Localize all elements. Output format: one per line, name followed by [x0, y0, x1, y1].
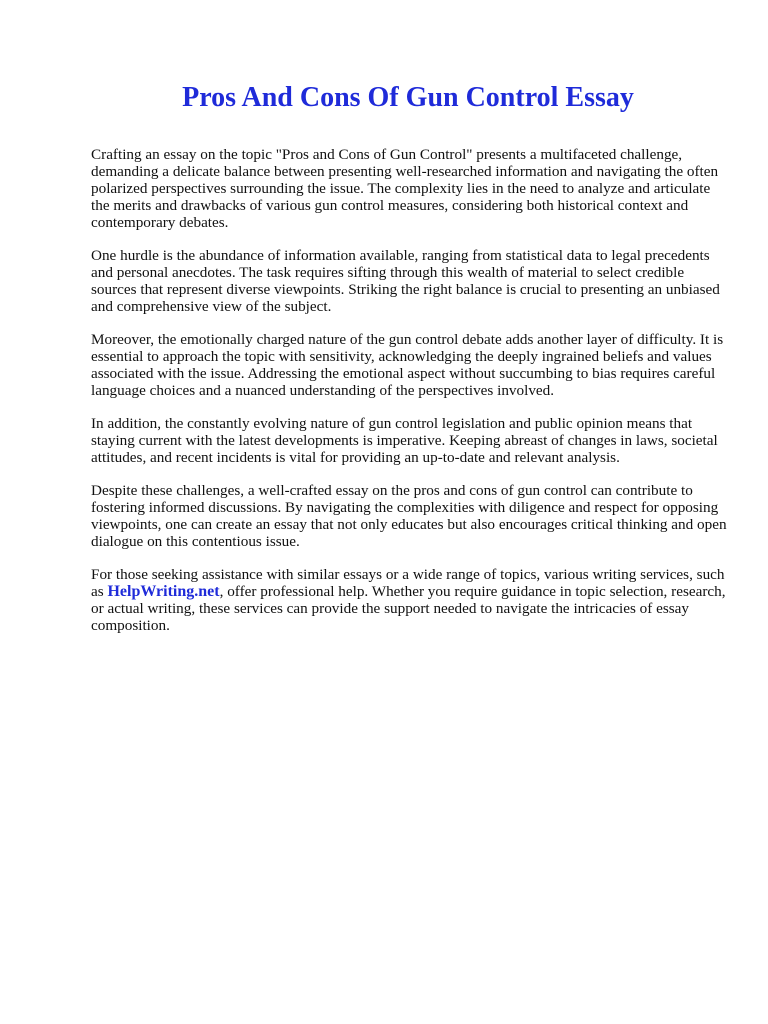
paragraph-6-lead: For those seeking assistance with similar essays or a wide range of topics, various writing services, such as: [91, 566, 725, 600]
paragraph-3: Moreover, the emotionally charged nature of the gun control debate adds another layer of difficulty. It is essential to approach the topic with sensitivity, acknowledging the deeply ingrained beliefs and values associated with the issue. Addressing the emotional aspect without succumbing to bias requires careful language choices and a nuanced understanding of the perspectives involved.: [91, 331, 724, 399]
page-title: Pros And Cons Of Gun Control Essay: [182, 82, 634, 113]
paragraph-6-tail: , offer professional help. Whether you require guidance in topic selection, research, or actual writing, these services can provide the support needed to navigate the intricacies of essay composition.: [91, 583, 726, 634]
paragraph-5: Despite these challenges, a well-crafted essay on the pros and cons of gun control can contribute to fostering informed discussions. By navigating the complexities with diligence and respect for opposing viewpoints, one can create an essay that not only educates but also encourages critical thinking and open dialogue on this contentious issue.: [91, 482, 727, 550]
essay-body: [91, 146, 731, 650]
paragraph-1: Crafting an essay on the topic "Pros and Cons of Gun Control" presents a multifaceted challenge, demanding a delicate balance between presenting well-researched information and navigating the often polarized perspectives surrounding the issue. The complexity lies in the need to analyze and articulate the merits and drawbacks of various gun control measures, considering both historical context and contemporary debates.: [91, 146, 719, 231]
paragraph-6: [91, 566, 731, 634]
paragraph-2: One hurdle is the abundance of information available, ranging from statistical data to legal precedents and personal anecdotes. The task requires sifting through this wealth of material to select credible sources that represent diverse viewpoints. Striking the right balance is crucial to presenting an unbiased and comprehensive view of the subject.: [91, 247, 720, 315]
helpwriting-link[interactable]: HelpWriting.net: [107, 583, 220, 600]
paragraph-4: In addition, the constantly evolving nature of gun control legislation and public opinion means that staying current with the latest developments is imperative. Keeping abreast of changes in laws, societal attitudes, and recent incidents is vital for providing an up-to-date and relevant analysis.: [91, 415, 718, 466]
